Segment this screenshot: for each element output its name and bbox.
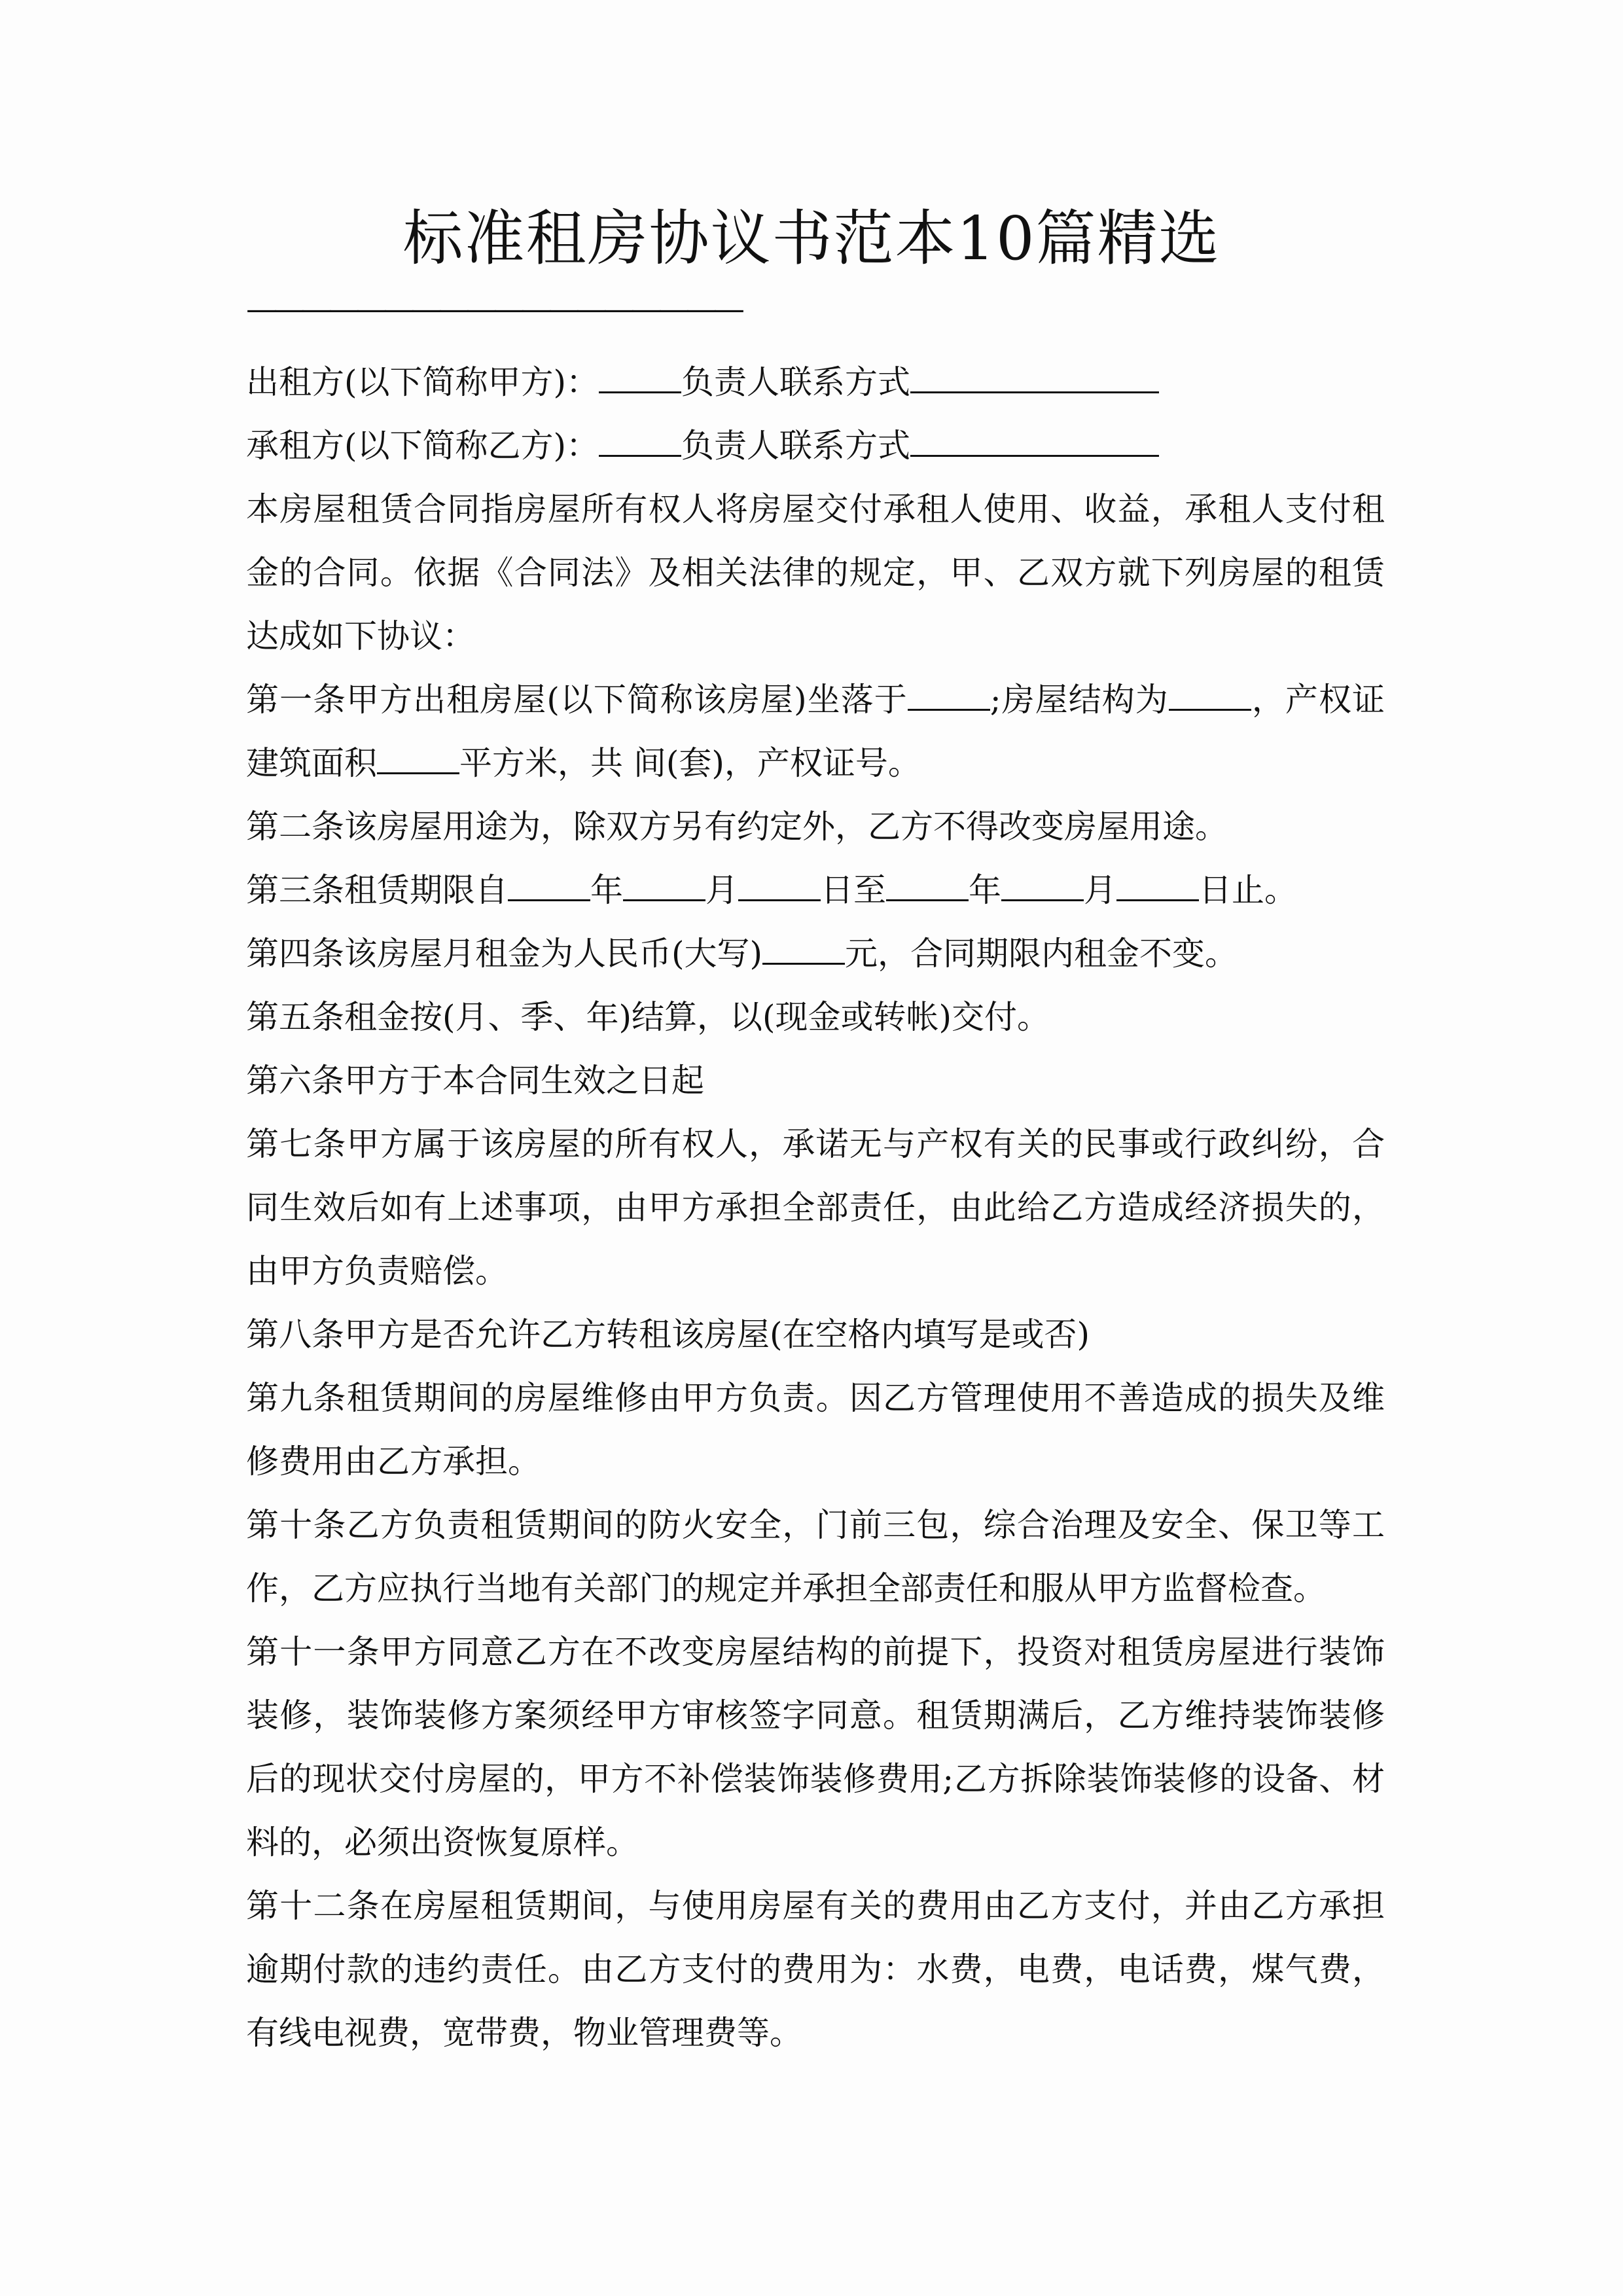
- article-10: 第十条乙方负责租赁期间的防火安全，门前三包，综合治理及安全、保卫等工作，乙方应执行当地有关部门的规定并承担全部责任和服从甲方监督检查。: [246, 1506, 1385, 1607]
- article-4-text-b: 元，合同期限内租金不变。: [845, 935, 1238, 973]
- blank-field[interactable]: [910, 363, 1159, 393]
- article-12: 第十二条在房屋租赁期间，与使用房屋有关的费用由乙方支付，并由乙方承担逾期付款的违约责任。由乙方支付的费用为：水费，电费，电话费，煤气费，有线电视费，宽带费，物业管理费等。: [246, 1887, 1385, 2052]
- article-1-text-b: ;房屋结构为: [990, 681, 1169, 719]
- article-1-text-d: 平方米，共 间(套)，产权证号。: [459, 744, 921, 782]
- party-lessee-label: 承租方(以下简称乙方)：: [246, 427, 599, 465]
- day-to-label: 日至: [821, 871, 886, 909]
- month-label: 月: [1084, 871, 1116, 909]
- year-label: 年: [969, 871, 1001, 909]
- intro-paragraph: 本房屋租赁合同指房屋所有权人将房屋交付承租人使用、收益，承租人支付租金的合同。依据《合同法》及相关法律的规定，甲、乙双方就下列房屋的租赁达成如下协议：: [246, 490, 1385, 655]
- article-4-text-a: 第四条该房屋月租金为人民币(大写): [246, 935, 763, 973]
- blank-field[interactable]: [599, 363, 681, 393]
- blank-field[interactable]: [1169, 680, 1251, 711]
- article-4: [246, 922, 1385, 986]
- party-lessor-label: 出租方(以下简称甲方)：: [246, 363, 599, 401]
- blank-field[interactable]: [762, 934, 845, 965]
- blank-field[interactable]: [908, 680, 990, 711]
- month-label: 月: [705, 871, 738, 909]
- party-lessee: [246, 414, 1385, 478]
- article-8: 第八条甲方是否允许乙方转租该房屋(在空格内填写是或否): [246, 1316, 1090, 1354]
- blank-field[interactable]: [910, 426, 1159, 457]
- article-1: [246, 668, 1385, 795]
- blank-field[interactable]: [1116, 870, 1199, 901]
- article-5: 第五条租金按(月、季、年)结算，以(现金或转帐)交付。: [246, 998, 1050, 1036]
- blank-field[interactable]: [623, 870, 705, 901]
- article-1-text-a: 第一条甲方出租房屋(以下简称该房屋)坐落于: [246, 681, 908, 719]
- blank-field[interactable]: [599, 426, 681, 457]
- party-lessee-contact-label: 负责人联系方式: [681, 427, 911, 465]
- article-11: 第十一条甲方同意乙方在不改变房屋结构的前提下，投资对租赁房屋进行装饰装修，装饰装修方案须经甲方审核签字同意。租赁期满后，乙方维持装饰装修后的现状交付房屋的，甲方不补偿装饰装修费用;乙方拆除装饰装修的设备、材料的，必须出资恢复原样。: [246, 1633, 1385, 1861]
- article-3-text: 第三条租赁期限自: [246, 871, 508, 909]
- party-lessor-contact-label: 负责人联系方式: [681, 363, 911, 401]
- article-6: 第六条甲方于本合同生效之日起: [246, 1062, 704, 1100]
- article-9: 第九条租赁期间的房屋维修由甲方负责。因乙方管理使用不善造成的损失及维修费用由乙方承担。: [246, 1379, 1385, 1480]
- title-divider: ——————————————————: [246, 291, 741, 327]
- blank-field[interactable]: [508, 870, 590, 901]
- blank-field[interactable]: [1001, 870, 1084, 901]
- document-title: 标准租房协议书范本10篇精选: [402, 204, 1221, 274]
- party-lessor: [246, 351, 1385, 414]
- blank-field[interactable]: [886, 870, 969, 901]
- article-2: 第二条该房屋用途为，除双方另有约定外，乙方不得改变房屋用途。: [246, 808, 1228, 846]
- blank-field[interactable]: [738, 870, 821, 901]
- day-end-label: 日止。: [1199, 871, 1297, 909]
- article-3: [246, 859, 1385, 922]
- article-1-text-c: ，产权证建筑面积: [246, 681, 1385, 782]
- blank-field[interactable]: [377, 744, 459, 774]
- year-label: 年: [590, 871, 623, 909]
- article-7: 第七条甲方属于该房屋的所有权人，承诺无与产权有关的民事或行政纠纷，合同生效后如有上述事项，由甲方承担全部责任，由此给乙方造成经济损失的，由甲方负责赔偿。: [246, 1125, 1385, 1290]
- document-body: [246, 351, 1385, 2065]
